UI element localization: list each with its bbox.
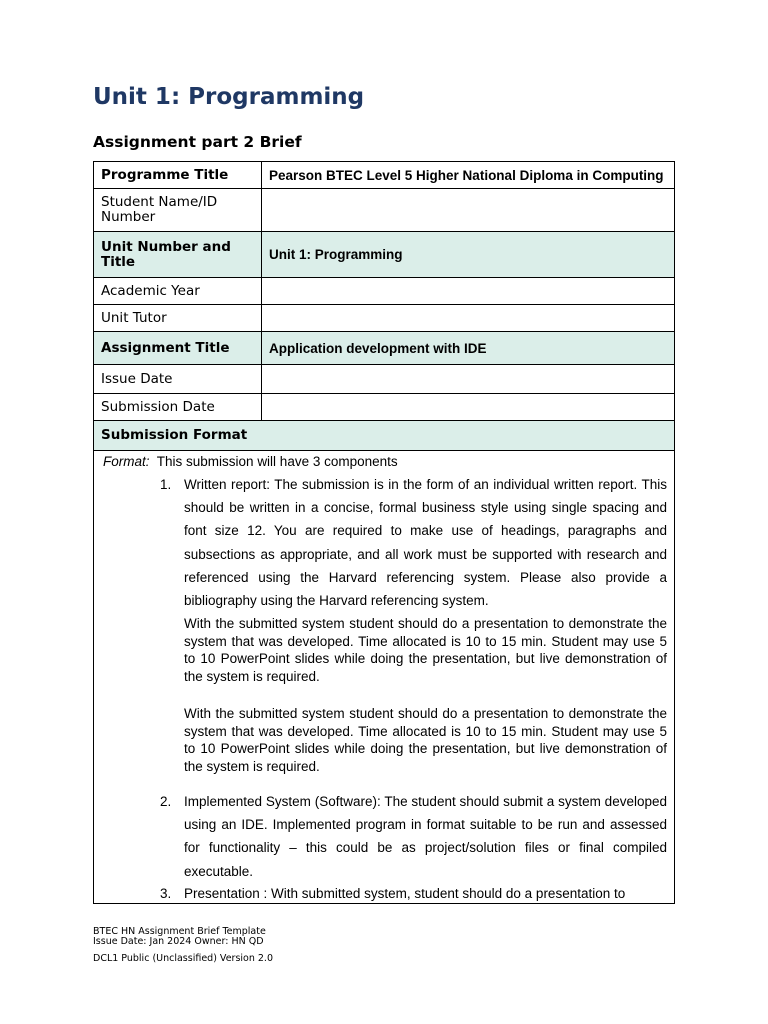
row-submission-format [94, 421, 675, 451]
issue-date-label: Issue Date [94, 365, 262, 394]
academic-year-label: Academic Year [94, 278, 262, 305]
assignment-title-value: Application development with IDE [262, 332, 675, 365]
item-number: 3. [160, 886, 172, 901]
academic-year-value [262, 278, 675, 305]
format-line [103, 454, 398, 469]
student-label: Student Name/ID Number [94, 189, 262, 232]
footer-issue-date: Issue Date: Jan 2024 Owner: HN QD [93, 936, 264, 947]
item-number: 1. [160, 477, 172, 492]
submission-content-cell [94, 451, 675, 904]
programme-title-label: Programme Title [94, 162, 262, 189]
unit-tutor-label: Unit Tutor [94, 305, 262, 332]
row-submission-content [94, 451, 675, 904]
row-issue-date [94, 365, 675, 394]
list-item-presentation: Presentation : With submitted system, student should do a presentation to [184, 886, 626, 901]
unit-title: Unit 1: Programming [93, 84, 365, 110]
programme-title-value: Pearson BTEC Level 5 Higher National Diploma in Computing [262, 162, 675, 189]
list-item-presentation-note: With the submitted system student should do a presentation to demonstrate the system that was developed. Time allocated is 10 to 15 min. Student may use 5 to 10 PowerPoint slides while doing the presentation, but live demonstration of the system is required. [184, 616, 667, 684]
unit-value: Unit 1: Programming [262, 232, 675, 278]
row-student [94, 189, 675, 232]
submission-date-label: Submission Date [94, 394, 262, 421]
unit-tutor-value [262, 305, 675, 332]
row-academic-year [94, 278, 675, 305]
assignment-brief-table [93, 161, 675, 904]
row-programme-title [94, 162, 675, 189]
list-item-implemented-system: Implemented System (Software): The student should submit a system developed using an IDE. Implemented program in format suitable to be run and assessed for functionality – this could be as project/solution files or final compiled executable. [184, 794, 667, 879]
submission-format-label: Submission Format [94, 421, 675, 451]
format-text: This submission will have 3 components [156, 454, 398, 469]
item-number: 2. [160, 794, 172, 809]
list-item-presentation-note: With the submitted system student should do a presentation to demonstrate the system that was developed. Time allocated is 10 to 15 min. Student may use 5 to 10 PowerPoint slides while doing the presentation, but live demonstration of the system is required. [184, 706, 667, 774]
list-item-written-report: Written report: The submission is in the form of an individual written report. This should be written in a concise, formal business style using single spacing and font size 12. You are required to make use of headings, paragraphs and subsections as appropriate, and all work must be supported with research and referenced using the Harvard referencing system. Please also provide a bibliography using the Harvard referencing system. [184, 477, 667, 609]
submission-date-value [262, 394, 675, 421]
unit-label: Unit Number and Title [94, 232, 262, 278]
footer-template-name: BTEC HN Assignment Brief Template [93, 926, 266, 937]
format-label: Format: [103, 454, 150, 469]
row-unit-tutor [94, 305, 675, 332]
issue-date-value [262, 365, 675, 394]
assignment-title-label: Assignment Title [94, 332, 262, 365]
row-unit [94, 232, 675, 278]
row-assignment-title [94, 332, 675, 365]
assignment-subtitle: Assignment part 2 Brief [93, 133, 302, 151]
footer-classification: DCL1 Public (Unclassified) Version 2.0 [93, 953, 273, 964]
row-submission-date [94, 394, 675, 421]
student-value [262, 189, 675, 232]
